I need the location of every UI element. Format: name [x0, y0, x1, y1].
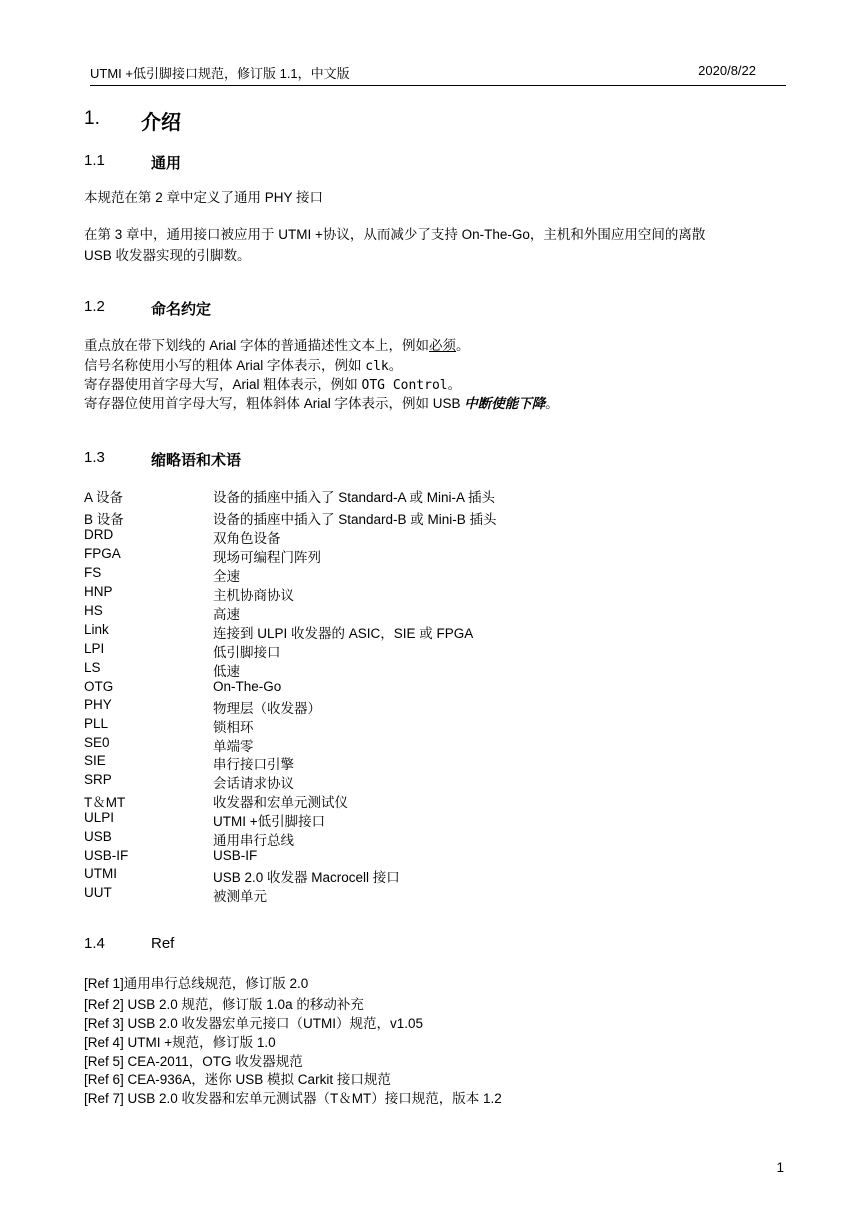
section-1-4-number: 1.4	[84, 935, 105, 952]
glossary-definition: 低引脚接口	[213, 645, 281, 660]
glossary-term: USB	[84, 829, 112, 844]
section-1-2-number: 1.2	[84, 298, 105, 315]
header-title: UTMI +低引脚接口规范，修订版 1.1，中文版	[90, 66, 350, 81]
glossary-definition: 高速	[213, 607, 240, 622]
page-number: 1	[776, 1160, 784, 1175]
register-name: OTG Control	[361, 378, 448, 393]
glossary-term: FPGA	[84, 546, 121, 561]
glossary-term: B 设备	[84, 512, 124, 527]
glossary-definition: USB 2.0 收发器 Macrocell 接口	[213, 870, 400, 885]
glossary-term: PHY	[84, 697, 112, 712]
glossary-definition: 连接到 ULPI 收发器的 ASIC，SIE 或 FPGA	[213, 626, 474, 641]
text: 。	[545, 396, 559, 411]
glossary-term: LPI	[84, 641, 105, 656]
header-date: 2020/8/22	[698, 63, 756, 78]
glossary-term: A 设备	[84, 490, 124, 505]
glossary-definition: 串行接口引擎	[213, 757, 294, 772]
convention-emphasis	[84, 336, 470, 355]
glossary-term: SE0	[84, 735, 110, 750]
glossary-term: HNP	[84, 584, 113, 599]
glossary-definition: 收发器和宏单元测试仪	[213, 795, 348, 810]
section-1-number: 1.	[84, 108, 100, 129]
glossary-definition: 锁相环	[213, 720, 254, 735]
text: 。	[388, 358, 403, 373]
glossary-term: SRP	[84, 772, 112, 787]
reference-item: [Ref 6] CEA-936A，迷你 USB 模拟 Carkit 接口规范	[84, 1072, 391, 1087]
section-1-1-title: 通用	[151, 155, 182, 172]
glossary-definition: 会话请求协议	[213, 776, 294, 791]
glossary-definition: UTMI +低引脚接口	[213, 814, 326, 829]
paragraph: 本规范在第 2 章中定义了通用 PHY 接口	[84, 190, 324, 205]
glossary-definition: 设备的插座中插入了 Standard-A 或 Mini-A 插头	[213, 490, 496, 505]
glossary-term: T＆MT	[84, 795, 126, 810]
paragraph-line: USB 收发器实现的引脚数。	[84, 248, 251, 263]
paragraph-line: 在第 3 章中，通用接口被应用于 UTMI +协议，从而减少了支持 On-The-Go，主机和外围应用空间的离散	[84, 227, 706, 242]
section-1-3-title: 缩略语和术语	[151, 452, 242, 469]
reference-item: [Ref 2] USB 2.0 规范，修订版 1.0a 的移动补充	[84, 997, 364, 1012]
section-1-title: 介绍	[141, 112, 181, 134]
glossary-term: HS	[84, 603, 103, 618]
glossary-term: Link	[84, 622, 109, 637]
glossary-term: USB-IF	[84, 848, 129, 863]
glossary-definition: 被测单元	[213, 889, 267, 904]
glossary-term: UUT	[84, 885, 112, 900]
glossary-definition: 单端零	[213, 739, 254, 754]
convention-signal	[84, 356, 402, 376]
glossary-definition: USB-IF	[213, 848, 258, 863]
text: 重点放在带下划线的 Arial 字体的普通描述性文本上，例如	[84, 338, 430, 353]
glossary-definition: 通用串行总线	[213, 833, 294, 848]
convention-register	[84, 375, 461, 395]
glossary-term: LS	[84, 660, 101, 675]
section-1-4-title: Ref	[151, 935, 175, 952]
glossary-definition: 物理层（收发器）	[213, 701, 321, 716]
glossary-term: OTG	[84, 679, 114, 694]
reference-item: [Ref 5] CEA-2011，OTG 收发器规范	[84, 1054, 303, 1069]
glossary-term: UTMI	[84, 866, 117, 881]
text: 。	[456, 338, 470, 353]
glossary-definition: 全速	[213, 569, 240, 584]
glossary-definition: 现场可编程门阵列	[213, 550, 321, 565]
reference-item: [Ref 4] UTMI +规范，修订版 1.0	[84, 1035, 276, 1050]
section-1-2-title: 命名约定	[151, 301, 212, 318]
glossary-definition: On-The-Go	[213, 679, 282, 694]
reference-item: [Ref 1]通用串行总线规范，修订版 2.0	[84, 976, 309, 991]
signal-name: clk	[365, 359, 389, 374]
text: 寄存器使用首字母大写，Arial 粗体表示，例如	[84, 377, 362, 392]
reference-item: [Ref 3] USB 2.0 收发器宏单元接口（UTMI）规范，v1.05	[84, 1016, 424, 1031]
glossary-definition: 设备的插座中插入了 Standard-B 或 Mini-B 插头	[213, 512, 497, 527]
page-header	[90, 63, 786, 86]
text: 。	[447, 377, 462, 392]
reference-item: [Ref 7] USB 2.0 收发器和宏单元测试器（T＆MT）接口规范，版本 1.2	[84, 1091, 502, 1106]
glossary-term: ULPI	[84, 810, 115, 825]
underlined-text: 必须	[429, 338, 457, 353]
glossary-term: FS	[84, 565, 102, 580]
register-bit-name: 中断使能下降	[464, 396, 546, 411]
glossary-term: SIE	[84, 753, 106, 768]
glossary-term: PLL	[84, 716, 109, 731]
text: 信号名称使用小写的粗体 Arial 字体表示，例如	[84, 358, 366, 373]
text: 寄存器位使用首字母大写，粗体斜体 Arial 字体表示，例如 USB	[84, 396, 465, 411]
section-1-1-number: 1.1	[84, 152, 105, 169]
section-1-3-number: 1.3	[84, 449, 105, 466]
convention-register-bit	[84, 394, 559, 413]
glossary-definition: 低速	[213, 664, 240, 679]
glossary-definition: 主机协商协议	[213, 588, 294, 603]
glossary-term: DRD	[84, 527, 114, 542]
glossary-definition: 双角色设备	[213, 531, 281, 546]
